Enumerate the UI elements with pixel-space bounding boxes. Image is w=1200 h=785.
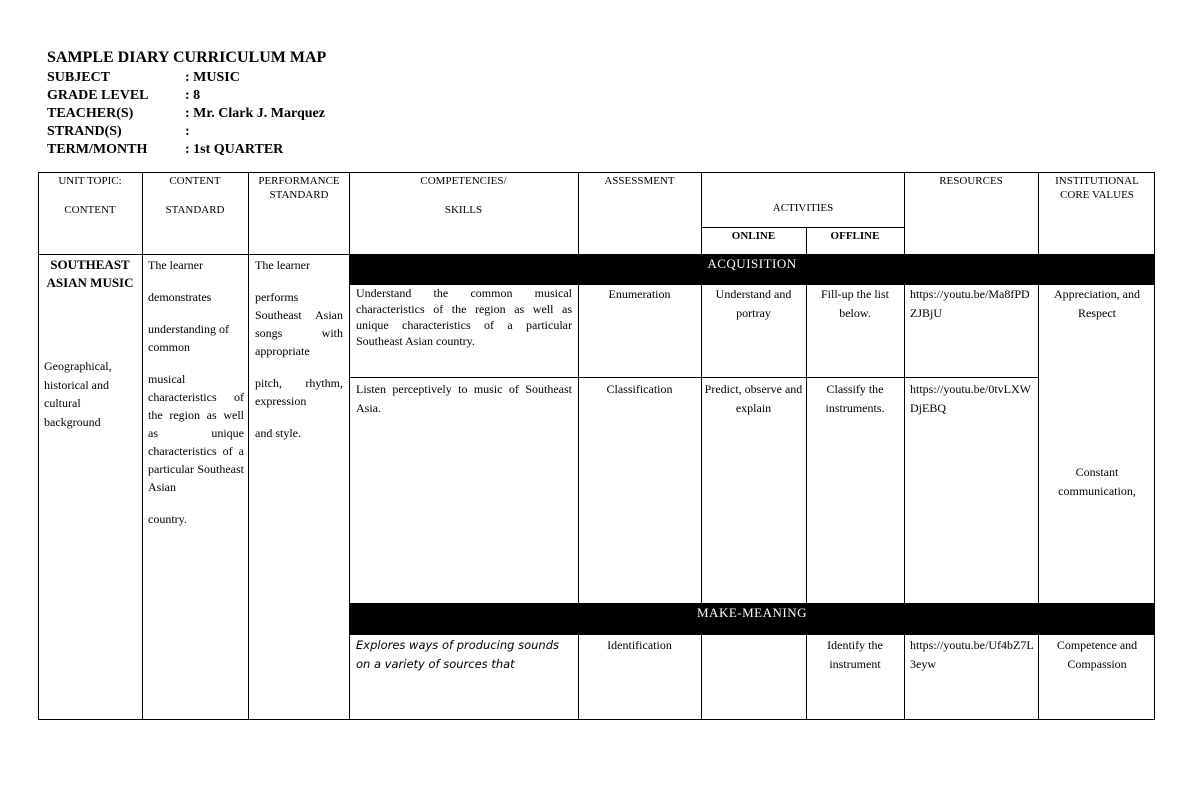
meta-value: : 8	[185, 88, 201, 103]
document-header	[47, 48, 326, 159]
core-value-3: Competence and Compassion	[1056, 638, 1138, 671]
content-standard-line: understanding of common	[148, 322, 229, 354]
table-border-bottom	[38, 719, 1155, 720]
header-competencies	[349, 174, 578, 217]
header-label: CONTENT	[64, 204, 116, 216]
header-label: COMPETENCIES/	[420, 175, 507, 187]
row-divider	[701, 227, 905, 228]
row2-resource-link[interactable]: https://youtu.be/0tvLXWDjEBQ	[910, 382, 1031, 415]
row-divider	[349, 634, 1155, 635]
content-standard-line: musical characteristics of the region as well as unique characteristics of a particular Southeast Asian	[148, 372, 244, 494]
row1-online: Understand and portray	[715, 287, 792, 320]
meta-grade-level	[47, 87, 326, 105]
header-label: SKILLS	[444, 204, 483, 216]
header-performance-standard: PERFORMANCE STANDARD	[258, 175, 340, 201]
header-label: STANDARD	[165, 204, 225, 216]
header-content-standard	[142, 174, 248, 217]
row1-competency: Understand the common musical characteristics of the region as well as unique characteristics of a particular Southeast Asian country.	[356, 286, 572, 348]
table-border-top	[38, 172, 1155, 173]
core-value-2: Constant communication,	[1058, 465, 1136, 498]
row-divider	[349, 603, 1155, 604]
section-make-meaning: MAKE-MEANING	[349, 604, 1155, 634]
meta-value: : 1st QUARTER	[185, 142, 284, 157]
content-standard-line: The learner	[148, 258, 203, 272]
row2-competency: Listen perceptively to music of Southeast Asia.	[356, 382, 572, 415]
header-label: CONTENT	[169, 175, 221, 187]
row-divider	[349, 377, 1039, 378]
meta-key: TERM/MONTH	[47, 142, 148, 157]
header-online: ONLINE	[731, 230, 776, 242]
content-standard-line: country.	[148, 512, 187, 526]
row2-online: Predict, observe and explain	[704, 382, 803, 415]
header-offline: OFFLINE	[830, 230, 880, 242]
header-resources: RESOURCES	[939, 175, 1003, 187]
meta-value: :	[185, 124, 190, 139]
header-label: UNIT TOPIC:	[58, 175, 122, 187]
header-assessment: ASSESSMENT	[604, 175, 675, 187]
row1-offline: Fill-up the list below.	[820, 287, 889, 320]
meta-value: : Mr. Clark J. Marquez	[185, 106, 325, 121]
meta-key: SUBJECT	[47, 70, 111, 85]
meta-term	[47, 141, 326, 159]
meta-teacher	[47, 105, 326, 123]
performance-standard-line: performs Southeast Asian songs with appropriate	[255, 290, 343, 358]
core-value-1: Appreciation, and Respect	[1054, 287, 1140, 320]
col-divider	[806, 227, 807, 720]
row3-offline: Identify the instrument	[827, 638, 883, 671]
row2-offline: Classify the instruments.	[825, 382, 885, 415]
row3-assessment: Identification	[607, 638, 672, 652]
performance-standard-line: The learner	[255, 258, 310, 272]
meta-value: : MUSIC	[185, 70, 240, 85]
header-unit-topic	[38, 174, 142, 217]
content-standard-line: demonstrates	[148, 290, 212, 304]
unit-content: Geographical, historical and cultural background	[44, 359, 112, 429]
performance-standard-line: and style.	[255, 426, 301, 440]
row3-resource-link[interactable]: https://youtu.be/Uf4bZ7L3eyw	[910, 638, 1034, 671]
row1-resource-link[interactable]: https://youtu.be/Ma8fPDZJBjU	[910, 287, 1030, 320]
performance-standard-line: pitch, rhythm, expression	[255, 376, 343, 408]
meta-key: TEACHER(S)	[47, 106, 134, 121]
performance-standard	[255, 256, 343, 442]
meta-key: GRADE LEVEL	[47, 88, 149, 103]
row3-competency: Explores ways of producing sounds on a variety of sources that	[356, 638, 560, 671]
row2-assessment: Classification	[606, 382, 673, 396]
document-title: SAMPLE DIARY CURRICULUM MAP	[47, 49, 327, 66]
header-core-values: INSTITUTIONAL CORE VALUES	[1055, 175, 1139, 201]
section-acquisition: ACQUISITION	[349, 255, 1155, 285]
meta-key: STRAND(S)	[47, 124, 122, 139]
row1-assessment: Enumeration	[608, 287, 671, 301]
header-activities: ACTIVITIES	[772, 202, 834, 214]
meta-subject	[47, 69, 326, 87]
meta-strand	[47, 123, 326, 141]
unit-title: SOUTHEAST ASIAN MUSIC	[46, 257, 134, 290]
content-standard	[148, 256, 244, 528]
